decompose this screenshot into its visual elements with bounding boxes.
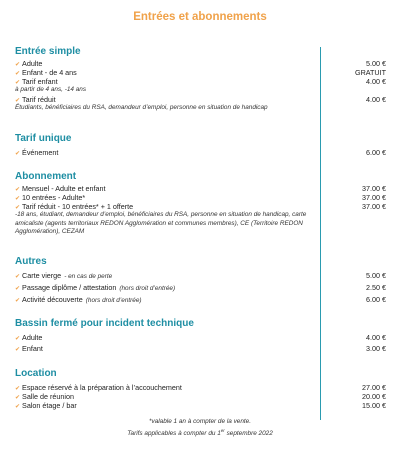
row-inline-note: - en cas de perte (64, 273, 113, 280)
section-bassin-ferme (15, 318, 393, 353)
check-icon: ✔ (15, 404, 21, 410)
section-abonnement (15, 171, 393, 237)
check-icon: ✔ (15, 286, 21, 292)
row-inline-note: (hors droit d’entrée) (119, 285, 176, 292)
row-price: 4.00 € (366, 333, 386, 342)
row-label: Tarif réduit - 10 entrées* + 1 offerte (22, 202, 134, 211)
row-note: à partir de 4 ans, -14 ans (15, 86, 87, 93)
price-row (15, 68, 393, 77)
check-icon: ✔ (15, 71, 21, 77)
check-icon: ✔ (15, 205, 21, 211)
price-row (15, 59, 393, 68)
price-row (15, 392, 393, 401)
row-label: Tarif enfant (22, 77, 58, 86)
footer-date-prefix: Tarifs applicables à compter du 1 (127, 429, 221, 437)
row-price: 15.00 € (362, 401, 386, 410)
row-label: 10 entrées - Adulte* (22, 193, 86, 202)
section-title: Location (15, 368, 57, 379)
row-label: Carte vierge (22, 271, 62, 280)
row-label: Passage diplôme / attestation (22, 283, 117, 292)
row-price: 5.00 € (366, 59, 386, 68)
check-icon: ✔ (15, 196, 21, 202)
row-price: 27.00 € (362, 383, 386, 392)
price-row (15, 77, 393, 86)
row-label: Salon étage / bar (22, 401, 77, 410)
price-row (15, 283, 393, 292)
row-price: 5.00 € (366, 271, 386, 280)
price-row (15, 95, 393, 104)
row-label: Enfant (22, 344, 43, 353)
row-label: Activité découverte (22, 295, 83, 304)
footer-notes (0, 418, 400, 438)
check-icon: ✔ (15, 274, 21, 280)
section-entree-simple (15, 46, 393, 112)
row-note: -18 ans, étudiant, demandeur d’emploi, bénéficiaires du RSA, personne en situation de handicap, carte amicaliste (agents territoriaux REDON Agglomération et communes membres), CE (Territoire REDON Agglomération), CEZAM (15, 211, 307, 235)
row-label: Événement (22, 148, 59, 157)
row-price: 37.00 € (362, 202, 386, 211)
check-icon: ✔ (15, 395, 21, 401)
footer-line-date (0, 427, 400, 439)
section-title: Bassin fermé pour incident technique (15, 318, 194, 329)
price-row (15, 383, 393, 392)
check-icon: ✔ (15, 336, 21, 342)
row-price: 4.00 € (366, 94, 386, 104)
price-row (15, 271, 393, 280)
section-tarif-unique (15, 133, 393, 157)
check-icon: ✔ (15, 80, 21, 86)
check-icon: ✔ (15, 62, 21, 68)
check-icon: ✔ (15, 347, 21, 353)
price-row (15, 184, 393, 193)
price-row (15, 333, 393, 342)
price-row (15, 148, 393, 157)
row-inline-note: (hors droit d’entrée) (85, 297, 142, 304)
row-label: Adulte (22, 59, 43, 68)
row-price: GRATUIT (354, 68, 386, 77)
row-label: Enfant - de 4 ans (22, 68, 77, 77)
row-label: Adulte (22, 333, 43, 342)
footer-line-validity: *valable 1 an à compter de la vente. (149, 418, 251, 425)
check-icon: ✔ (15, 151, 21, 157)
row-price: 6.00 € (366, 148, 386, 157)
row-price: 6.00 € (366, 295, 386, 304)
row-label: Espace réservé à la préparation à l’accouchement (22, 383, 182, 392)
row-price: 4.00 € (366, 77, 386, 86)
check-icon: ✔ (15, 386, 21, 392)
section-title: Tarif unique (15, 133, 72, 144)
section-location (15, 368, 393, 410)
price-row (15, 344, 393, 353)
row-label: Tarif réduit (22, 94, 56, 104)
row-price: 20.00 € (362, 392, 386, 401)
section-title: Entrée simple (15, 46, 81, 57)
row-price: 3.00 € (366, 344, 386, 353)
check-icon: ✔ (15, 187, 21, 193)
row-label: Mensuel - Adulte et enfant (22, 184, 106, 193)
row-label: Salle de réunion (22, 392, 74, 401)
row-price: 37.00 € (362, 184, 386, 193)
price-row (15, 193, 393, 202)
price-row (15, 401, 393, 410)
section-autres (15, 256, 393, 304)
price-row (15, 295, 393, 304)
price-row (15, 202, 393, 211)
row-price: 37.00 € (362, 193, 386, 202)
check-icon: ✔ (15, 298, 21, 304)
section-title: Autres (15, 256, 47, 267)
row-note: Étudiants, bénéficiaires du RSA, demandeur d’emploi, personne en situation de handicap (15, 103, 268, 111)
footer-date-suffix: septembre 2022 (224, 429, 273, 437)
check-icon: ✔ (15, 97, 21, 104)
footer-date-sup: er (220, 427, 225, 433)
row-price: 2.50 € (366, 283, 386, 292)
section-title: Abonnement (15, 171, 77, 182)
page-title: Entrées et abonnements (133, 11, 267, 23)
